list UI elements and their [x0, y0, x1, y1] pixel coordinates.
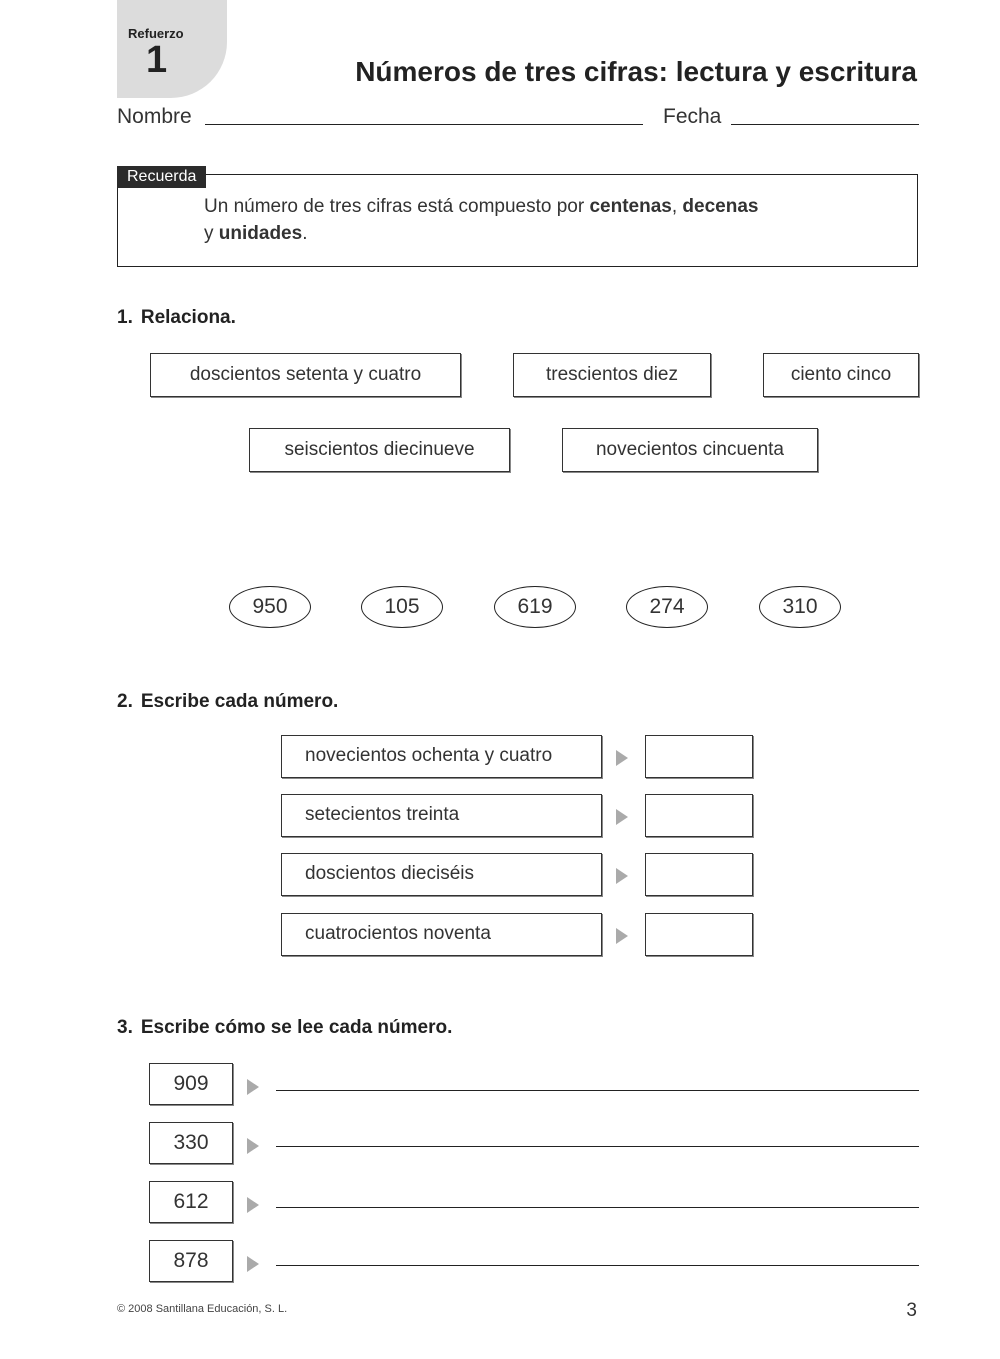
number-oval[interactable]: 310: [759, 586, 841, 628]
remember-text-prefix: Un número de tres cifras está compuesto por: [204, 196, 590, 217]
triangle-right-icon: [247, 1138, 259, 1154]
exercise-2-title: [117, 691, 338, 713]
section-tab: [117, 0, 227, 98]
page-title: Números de tres cifras: lectura y escritura: [355, 56, 917, 87]
tab-label: Refuerzo: [128, 26, 184, 41]
exercise-1-number: 1.: [117, 307, 133, 328]
remember-tag: Recuerda: [117, 166, 206, 188]
exercise-3-title: [117, 1017, 452, 1039]
triangle-right-icon: [616, 928, 628, 944]
remember-line2-prefix: y: [204, 223, 219, 244]
remember-bold-decenas: decenas: [682, 196, 759, 217]
ex3-number-box: 330: [149, 1122, 233, 1164]
word-box[interactable]: doscientos setenta y cuatro: [150, 353, 461, 397]
exercise-1-title: [117, 307, 236, 329]
exercise-3-number: 3.: [117, 1017, 133, 1038]
ex2-answer-box[interactable]: [645, 853, 753, 896]
remember-bold-unidades: unidades: [218, 223, 303, 244]
triangle-right-icon: [247, 1079, 259, 1095]
triangle-right-icon: [247, 1256, 259, 1272]
ex3-number-box: 909: [149, 1063, 233, 1105]
triangle-right-icon: [616, 750, 628, 766]
ex3-answer-line[interactable]: [276, 1090, 919, 1091]
number-oval[interactable]: 950: [229, 586, 311, 628]
date-label: Fecha: [663, 105, 722, 128]
date-field[interactable]: [731, 124, 919, 125]
ex2-word-box: doscientos dieciséis: [281, 853, 602, 896]
word-box[interactable]: novecientos cincuenta: [562, 428, 818, 472]
exercise-2-number: 2.: [117, 691, 133, 712]
copyright: © 2008 Santillana Educación, S. L.: [117, 1303, 288, 1315]
triangle-right-icon: [616, 809, 628, 825]
triangle-right-icon: [247, 1197, 259, 1213]
ex3-answer-line[interactable]: [276, 1207, 919, 1208]
ex2-answer-box[interactable]: [645, 913, 753, 956]
word-box[interactable]: ciento cinco: [763, 353, 919, 397]
remember-sep: ,: [671, 196, 683, 217]
ex2-answer-box[interactable]: [645, 735, 753, 778]
ex3-answer-line[interactable]: [276, 1265, 919, 1266]
word-box[interactable]: trescientos diez: [513, 353, 711, 397]
ex2-word-box: novecientos ochenta y cuatro: [281, 735, 602, 778]
number-oval[interactable]: 105: [361, 586, 443, 628]
remember-bold-centenas: centenas: [589, 196, 672, 217]
word-box[interactable]: seiscientos diecinueve: [249, 428, 510, 472]
tab-number: 1: [146, 39, 168, 81]
number-oval[interactable]: 619: [494, 586, 576, 628]
exercise-2-text: Escribe cada número.: [140, 691, 339, 712]
ex2-word-box: setecientos treinta: [281, 794, 602, 837]
ex3-number-box: 612: [149, 1181, 233, 1223]
number-oval[interactable]: 274: [626, 586, 708, 628]
triangle-right-icon: [616, 868, 628, 884]
page-number: 3: [906, 1300, 917, 1321]
ex3-answer-line[interactable]: [276, 1146, 919, 1147]
remember-text: [204, 193, 844, 247]
ex2-word-box: cuatrocientos noventa: [281, 913, 602, 956]
ex2-answer-box[interactable]: [645, 794, 753, 837]
exercise-1-text: Relaciona.: [140, 307, 236, 328]
exercise-3-text: Escribe cómo se lee cada número.: [140, 1017, 453, 1038]
remember-end: .: [302, 223, 308, 244]
name-label: Nombre: [117, 105, 192, 128]
ex3-number-box: 878: [149, 1240, 233, 1282]
name-field[interactable]: [205, 124, 643, 125]
